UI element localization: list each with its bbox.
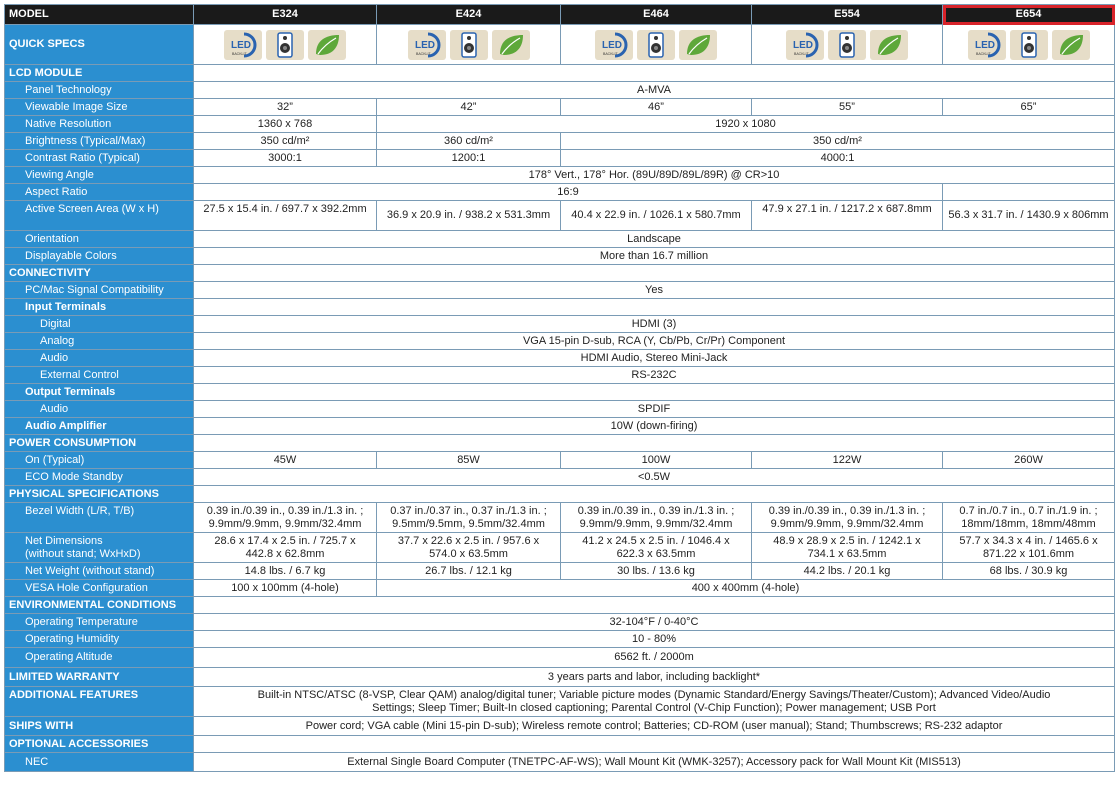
digital-value: HDMI (3) <box>194 316 1115 333</box>
temp-label: Operating Temperature <box>5 614 194 631</box>
output-terminals-label: Output Terminals <box>5 384 194 401</box>
eco-leaf-icon <box>308 30 346 60</box>
svg-text:BACKLIT: BACKLIT <box>794 51 809 56</box>
weight-e424: 26.7 lbs. / 12.1 kg <box>377 563 561 580</box>
dims-e424-line1: 37.7 x 22.6 x 2.5 in. / 957.6 x <box>397 534 540 547</box>
environment-section-label: ENVIRONMENTAL CONDITIONS <box>5 597 194 614</box>
svg-text:LED: LED <box>602 39 622 51</box>
dims-e654-line1: 57.7 x 34.3 x 4 in. / 1465.6 x <box>959 534 1098 547</box>
vesa-rest: 400 x 400mm (4-hole) <box>377 580 1115 597</box>
svg-text:LED: LED <box>414 39 435 51</box>
audio-out-label: Audio <box>5 401 194 418</box>
area-e464: 40.4 x 22.9 in. / 1026.1 x 580.7mm <box>561 201 752 231</box>
humidity-label: Operating Humidity <box>5 631 194 648</box>
dims-label-line2: (without stand; WxHxD) <box>25 547 141 560</box>
svg-text:BACKLIT: BACKLIT <box>975 51 991 56</box>
audio-out-value: SPDIF <box>194 401 1115 418</box>
connectivity-section-label: CONNECTIVITY <box>5 265 194 282</box>
features-line2: Settings; Sleep Timer; Built-In closed captioning; Parental Control (V-Chip Function); Power management; USB Port <box>372 701 936 714</box>
contrast-rest: 4000:1 <box>561 150 1115 167</box>
speaker-icon <box>450 30 488 60</box>
power-section-label: POWER CONSUMPTION <box>5 435 194 452</box>
contrast-e324: 3000:1 <box>194 150 377 167</box>
analog-label: Analog <box>5 333 194 350</box>
dims-e464 <box>561 533 752 563</box>
bezel-e424-mm: 9.5mm/9.5mm, 9.5mm/32.4mm <box>392 517 545 530</box>
viewable-e464: 46” <box>561 99 752 116</box>
panel-value: A-MVA <box>194 82 1115 99</box>
led-backlit-icon <box>408 30 446 60</box>
accessories-section-label: OPTIONAL ACCESSORIES <box>5 736 194 753</box>
model-e654: E654 <box>943 5 1115 25</box>
eco-label: ECO Mode Standby <box>5 469 194 486</box>
pcmac-label: PC/Mac Signal Compatibility <box>5 282 194 299</box>
colors-value: More than 16.7 million <box>194 248 1115 265</box>
svg-text:BACKLIT: BACKLIT <box>603 51 618 56</box>
contrast-label: Contrast Ratio (Typical) <box>5 150 194 167</box>
brightness-e424: 360 cd/m² <box>377 133 561 150</box>
quick-specs-icons-e654 <box>943 25 1115 65</box>
speaker-icon <box>828 30 866 60</box>
audio-in-value: HDMI Audio, Stereo Mini-Jack <box>194 350 1115 367</box>
quick-specs-icons-e324 <box>194 25 377 65</box>
bezel-e554-mm: 9.9mm/9.9mm, 9.9mm/32.4mm <box>770 517 924 530</box>
pcmac-value: Yes <box>194 282 1115 299</box>
weight-e464: 30 lbs. / 13.6 kg <box>561 563 752 580</box>
bezel-e654-mm: 18mm/18mm, 18mm/48mm <box>961 517 1096 530</box>
altitude-value: 6562 ft. / 2000m <box>194 648 1115 668</box>
bezel-e554-in: 0.39 in./0.39 in., 0.39 in./1.3 in. ; <box>768 504 926 517</box>
lcd-section-row <box>5 65 1115 82</box>
quick-specs-row <box>5 25 1115 65</box>
svg-text:LED: LED <box>793 39 813 51</box>
eco-value: <0.5W <box>194 469 1115 486</box>
model-header-row <box>5 5 1115 25</box>
features-line1: Built-in NTSC/ATSC (8-VSP, Clear QAM) analog/digital tuner; Variable picture modes (Dynamic Standard/Energy Savings/Theater/Custom); Advanced Video/Audio <box>257 688 1051 701</box>
features-label: ADDITIONAL FEATURES <box>5 687 194 717</box>
dims-e424 <box>377 533 561 563</box>
humidity-value: 10 - 80% <box>194 631 1115 648</box>
power-on-e324: 45W <box>194 452 377 469</box>
model-e324: E324 <box>194 5 377 25</box>
ships-value: Power cord; VGA cable (Mini 15-pin D-sub); Wireless remote control; Batteries; CD-ROM (user manual); Stand; Thumbscrews; RS-232 adaptor <box>194 717 1115 736</box>
orientation-value: Landscape <box>194 231 1115 248</box>
led-backlit-icon <box>224 30 262 60</box>
external-control-value: RS-232C <box>194 367 1115 384</box>
power-on-e554: 122W <box>752 452 943 469</box>
area-e424: 36.9 x 20.9 in. / 938.2 x 531.3mm <box>377 201 561 231</box>
eco-leaf-icon <box>870 30 908 60</box>
aspect-value: 16:9 <box>194 184 943 201</box>
physical-section-label: PHYSICAL SPECIFICATIONS <box>5 486 194 503</box>
aspect-label: Aspect Ratio <box>5 184 194 201</box>
angle-label: Viewing Angle <box>5 167 194 184</box>
dims-e654-line2: 871.22 x 101.6mm <box>982 547 1075 560</box>
quick-specs-icons-e464 <box>561 25 752 65</box>
dims-label <box>5 533 194 563</box>
bezel-e654-in: 0.7 in./0.7 in., 0.7 in./1.9 in. ; <box>959 504 1098 517</box>
ships-label: SHIPS WITH <box>5 717 194 736</box>
bezel-e464-mm: 9.9mm/9.9mm, 9.9mm/32.4mm <box>579 517 733 530</box>
resolution-e324: 1360 x 768 <box>194 116 377 133</box>
dims-e464-line1: 41.2 x 24.5 x 2.5 in. / 1046.4 x <box>582 534 730 547</box>
warranty-value: 3 years parts and labor, including backlight* <box>194 668 1115 687</box>
model-label: MODEL <box>5 5 194 25</box>
dims-e554 <box>752 533 943 563</box>
power-on-e464: 100W <box>561 452 752 469</box>
model-e424: E424 <box>377 5 561 25</box>
amplifier-value: 10W (down-firing) <box>194 418 1115 435</box>
bezel-e424 <box>377 503 561 533</box>
spec-sheet <box>4 4 1114 772</box>
bezel-e424-in: 0.37 in./0.37 in., 0.37 in./1.3 in. ; <box>390 504 547 517</box>
nec-value: External Single Board Computer (TNETPC-AF-WS); Wall Mount Kit (WMK-3257); Accessory pack for Wall Mount Kit (MIS513) <box>194 753 1115 772</box>
speaker-icon <box>266 30 304 60</box>
power-on-e654: 260W <box>943 452 1115 469</box>
brightness-rest: 350 cd/m² <box>561 133 1115 150</box>
lcd-section-label: LCD MODULE <box>5 65 194 82</box>
input-terminals-label: Input Terminals <box>5 299 194 316</box>
viewable-e654: 65” <box>943 99 1115 116</box>
bezel-e464 <box>561 503 752 533</box>
power-on-e424: 85W <box>377 452 561 469</box>
led-backlit-icon <box>595 30 633 60</box>
bezel-e654 <box>943 503 1115 533</box>
altitude-label: Operating Altitude <box>5 648 194 668</box>
dims-e424-line2: 574.0 x 63.5mm <box>429 547 508 560</box>
brightness-e324: 350 cd/m² <box>194 133 377 150</box>
dims-e324-line1: 28.6 x 17.4 x 2.5 in. / 725.7 x <box>214 534 356 547</box>
temp-value: 32-104°F / 0-40°C <box>194 614 1115 631</box>
dims-e654 <box>943 533 1115 563</box>
dims-e324-line2: 442.8 x 62.8mm <box>245 547 325 560</box>
analog-value: VGA 15-pin D-sub, RCA (Y, Cb/Pb, Cr/Pr) Component <box>194 333 1115 350</box>
vesa-label: VESA Hole Configuration <box>5 580 194 597</box>
viewable-label: Viewable Image Size <box>5 99 194 116</box>
quick-specs-label: QUICK SPECS <box>5 25 194 65</box>
quick-specs-icons-e554 <box>752 25 943 65</box>
amplifier-label: Audio Amplifier <box>5 418 194 435</box>
weight-e554: 44.2 lbs. / 20.1 kg <box>752 563 943 580</box>
vesa-e324: 100 x 100mm (4-hole) <box>194 580 377 597</box>
dims-e554-line1: 48.9 x 28.9 x 2.5 in. / 1242.1 x <box>773 534 921 547</box>
viewable-e324: 32” <box>194 99 377 116</box>
area-label: Active Screen Area (W x H) <box>5 201 194 231</box>
dims-e554-line2: 734.1 x 63.5mm <box>807 547 887 560</box>
viewable-e554: 55” <box>752 99 943 116</box>
svg-text:LED: LED <box>974 39 995 51</box>
angle-value: 178° Vert., 178° Hor. (89U/89D/89L/89R) @ CR>10 <box>194 167 1115 184</box>
model-e554: E554 <box>752 5 943 25</box>
weight-label: Net Weight (without stand) <box>5 563 194 580</box>
area-e324: 27.5 x 15.4 in. / 697.7 x 392.2mm <box>194 201 377 231</box>
bezel-e324-mm: 9.9mm/9.9mm, 9.9mm/32.4mm <box>208 517 362 530</box>
dims-e324 <box>194 533 377 563</box>
speaker-icon <box>1010 30 1048 60</box>
nec-label: NEC <box>5 753 194 772</box>
model-e464: E464 <box>561 5 752 25</box>
led-backlit-icon <box>786 30 824 60</box>
area-e554: 47.9 x 27.1 in. / 1217.2 x 687.8mm <box>752 201 943 231</box>
resolution-label: Native Resolution <box>5 116 194 133</box>
bezel-e464-in: 0.39 in./0.39 in., 0.39 in./1.3 in. ; <box>577 504 735 517</box>
dims-label-line1: Net Dimensions <box>25 534 103 547</box>
svg-text:BACKLIT: BACKLIT <box>232 51 247 56</box>
speaker-icon <box>637 30 675 60</box>
power-on-label: On (Typical) <box>5 452 194 469</box>
viewable-e424: 42” <box>377 99 561 116</box>
spec-table <box>4 4 1115 772</box>
led-backlit-icon <box>968 30 1006 60</box>
bezel-e324-in: 0.39 in./0.39 in., 0.39 in./1.3 in. ; <box>206 504 364 517</box>
external-control-label: External Control <box>5 367 194 384</box>
eco-leaf-icon <box>492 30 530 60</box>
eco-leaf-icon <box>679 30 717 60</box>
audio-in-label: Audio <box>5 350 194 367</box>
quick-specs-icons-e424 <box>377 25 561 65</box>
bezel-e324 <box>194 503 377 533</box>
area-e654: 56.3 x 31.7 in. / 1430.9 x 806mm <box>943 201 1115 231</box>
orientation-label: Orientation <box>5 231 194 248</box>
panel-label: Panel Technology <box>5 82 194 99</box>
svg-text:LED: LED <box>231 39 251 51</box>
svg-text:BACKLIT: BACKLIT <box>415 51 431 56</box>
warranty-label: LIMITED WARRANTY <box>5 668 194 687</box>
weight-e324: 14.8 lbs. / 6.7 kg <box>194 563 377 580</box>
brightness-label: Brightness (Typical/Max) <box>5 133 194 150</box>
colors-label: Displayable Colors <box>5 248 194 265</box>
weight-e654: 68 lbs. / 30.9 kg <box>943 563 1115 580</box>
features-value <box>194 687 1115 717</box>
bezel-e554 <box>752 503 943 533</box>
resolution-rest: 1920 x 1080 <box>377 116 1115 133</box>
contrast-e424: 1200:1 <box>377 150 561 167</box>
eco-leaf-icon <box>1052 30 1090 60</box>
dims-e464-line2: 622.3 x 63.5mm <box>616 547 696 560</box>
bezel-label: Bezel Width (L/R, T/B) <box>5 503 194 533</box>
digital-label: Digital <box>5 316 194 333</box>
